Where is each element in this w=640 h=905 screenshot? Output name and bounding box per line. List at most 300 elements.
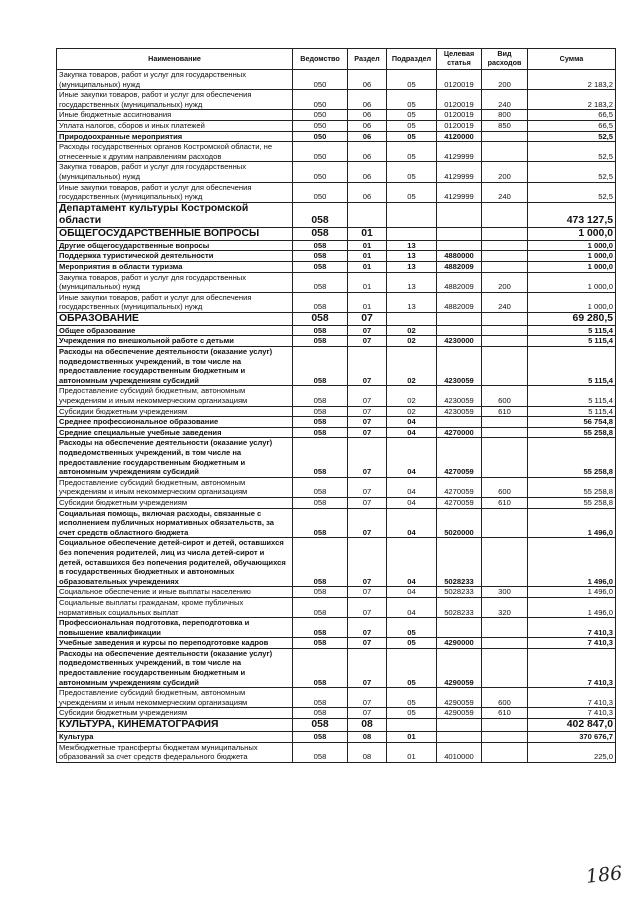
cell-name: Учебные заведения и курсы по переподготовке кадров (57, 638, 293, 649)
header-vid: Вид расходов (482, 49, 528, 70)
table-row (57, 162, 616, 182)
cell-raz: 01 (348, 240, 387, 251)
cell-name: Социальная помощь, включая расходы, связанные с исполнением публичных нормативных обязательств, за счет средств областного бюджета (57, 508, 293, 538)
cell-raz: 06 (348, 131, 387, 142)
header-podrazdel: Подраздел (387, 49, 437, 70)
cell-vid (482, 438, 528, 477)
cell-vid (482, 312, 528, 325)
cell-pod: 02 (387, 386, 437, 406)
table-row (57, 742, 616, 762)
table-row (57, 648, 616, 687)
cell-cs: 4882009 (437, 261, 482, 272)
cell-sum: 52,5 (528, 142, 616, 162)
cell-pod: 05 (387, 708, 437, 719)
cell-raz: 07 (348, 597, 387, 617)
header-vedomstvo: Ведомство (293, 49, 348, 70)
cell-ved: 058 (293, 497, 348, 508)
table-row (57, 240, 616, 251)
cell-vid (482, 251, 528, 262)
cell-vid: 610 (482, 708, 528, 719)
cell-raz: 07 (348, 587, 387, 598)
cell-pod: 04 (387, 417, 437, 428)
cell-pod: 05 (387, 182, 437, 202)
cell-cs: 5028233 (437, 538, 482, 587)
cell-name: Природоохранные мероприятия (57, 131, 293, 142)
cell-raz: 07 (348, 312, 387, 325)
cell-pod: 04 (387, 427, 437, 438)
cell-ved: 058 (293, 240, 348, 251)
cell-pod: 05 (387, 131, 437, 142)
cell-ved: 058 (293, 292, 348, 312)
cell-raz: 07 (348, 347, 387, 386)
cell-cs: 4230059 (437, 347, 482, 386)
cell-pod: 04 (387, 587, 437, 598)
cell-cs: 4129999 (437, 162, 482, 182)
cell-pod: 04 (387, 597, 437, 617)
cell-ved: 050 (293, 90, 348, 110)
cell-cs (437, 227, 482, 240)
table-row (57, 336, 616, 347)
cell-sum: 55 258,8 (528, 427, 616, 438)
cell-name: Иные бюджетные ассигнования (57, 110, 293, 121)
cell-name: Иные закупки товаров, работ и услуг для обеспечения государственных (муниципальных) нужд (57, 292, 293, 312)
cell-pod: 05 (387, 638, 437, 649)
table-row (57, 347, 616, 386)
cell-name: Расходы на обеспечение деятельности (оказание услуг) подведомственных учреждений, в том числе на предоставление государственным бюджетным и автономным учреждениям субсидий (57, 648, 293, 687)
cell-sum: 1 000,0 (528, 240, 616, 251)
cell-pod (387, 227, 437, 240)
cell-sum: 5 115,4 (528, 336, 616, 347)
cell-raz: 01 (348, 227, 387, 240)
cell-sum: 52,5 (528, 162, 616, 182)
cell-sum: 5 115,4 (528, 325, 616, 336)
cell-pod: 04 (387, 477, 437, 497)
table-row (57, 386, 616, 406)
cell-name: Социальные выплаты гражданам, кроме публичных нормативных социальных выплат (57, 597, 293, 617)
cell-sum: 1 496,0 (528, 597, 616, 617)
header-summa: Сумма (528, 49, 616, 70)
table-row (57, 538, 616, 587)
cell-cs: 4270059 (437, 477, 482, 497)
cell-cs: 5020000 (437, 508, 482, 538)
cell-pod: 05 (387, 688, 437, 708)
cell-cs: 5028233 (437, 587, 482, 598)
cell-ved: 058 (293, 648, 348, 687)
cell-name: Уплата налогов, сборов и иных платежей (57, 120, 293, 131)
cell-name: Расходы на обеспечение деятельности (оказание услуг) подведомственных учреждений, в том числе на предоставление государственным бюджетным и автономным учреждениям субсидий (57, 347, 293, 386)
cell-ved: 058 (293, 251, 348, 262)
cell-sum: 7 410,3 (528, 688, 616, 708)
cell-vid (482, 417, 528, 428)
table-row (57, 597, 616, 617)
cell-vid (482, 240, 528, 251)
cell-sum: 1 496,0 (528, 538, 616, 587)
cell-vid: 600 (482, 688, 528, 708)
cell-raz: 07 (348, 417, 387, 428)
cell-pod: 13 (387, 292, 437, 312)
cell-vid (482, 142, 528, 162)
cell-sum: 473 127,5 (528, 202, 616, 227)
cell-sum: 52,5 (528, 182, 616, 202)
table-row (57, 182, 616, 202)
table-row (57, 261, 616, 272)
table-row (57, 110, 616, 121)
table-row (57, 325, 616, 336)
page-number: 186 (584, 862, 624, 888)
cell-cs: 4230000 (437, 336, 482, 347)
cell-pod: 01 (387, 732, 437, 743)
cell-name: Закупка товаров, работ и услуг для государственных (муниципальных) нужд (57, 70, 293, 90)
cell-vid (482, 336, 528, 347)
cell-sum: 7 410,3 (528, 618, 616, 638)
table-row (57, 227, 616, 240)
cell-pod: 05 (387, 162, 437, 182)
cell-cs: 4290059 (437, 708, 482, 719)
cell-name: Департамент культуры Костромской области (57, 202, 293, 227)
cell-sum: 1 496,0 (528, 587, 616, 598)
cell-ved: 058 (293, 719, 348, 732)
cell-vid: 600 (482, 477, 528, 497)
cell-vid (482, 732, 528, 743)
cell-sum: 7 410,3 (528, 638, 616, 649)
cell-pod: 02 (387, 325, 437, 336)
cell-raz: 07 (348, 477, 387, 497)
cell-raz: 07 (348, 618, 387, 638)
cell-cs: 4120000 (437, 131, 482, 142)
cell-sum: 5 115,4 (528, 406, 616, 417)
cell-ved: 058 (293, 202, 348, 227)
cell-ved: 058 (293, 227, 348, 240)
cell-pod (387, 312, 437, 325)
cell-raz: 01 (348, 251, 387, 262)
cell-name: Закупка товаров, работ и услуг для государственных (муниципальных) нужд (57, 162, 293, 182)
cell-cs: 4882009 (437, 292, 482, 312)
cell-raz: 06 (348, 182, 387, 202)
cell-raz (348, 202, 387, 227)
cell-vid: 610 (482, 497, 528, 508)
cell-cs (437, 202, 482, 227)
cell-vid: 600 (482, 386, 528, 406)
cell-sum: 5 115,4 (528, 386, 616, 406)
cell-sum: 56 754,8 (528, 417, 616, 428)
table-row (57, 142, 616, 162)
cell-name: ОБЩЕГОСУДАРСТВЕННЫЕ ВОПРОСЫ (57, 227, 293, 240)
cell-name: Расходы государственных органов Костромской области, не отнесенные к другим направлениям расходов (57, 142, 293, 162)
cell-sum: 2 183,2 (528, 70, 616, 90)
cell-pod: 13 (387, 251, 437, 262)
cell-cs: 0120019 (437, 70, 482, 90)
table-row (57, 708, 616, 719)
cell-sum: 7 410,3 (528, 648, 616, 687)
cell-raz: 01 (348, 261, 387, 272)
cell-vid (482, 131, 528, 142)
table-row (57, 438, 616, 477)
cell-cs (437, 417, 482, 428)
cell-raz: 06 (348, 120, 387, 131)
cell-cs: 4129999 (437, 142, 482, 162)
cell-vid (482, 325, 528, 336)
cell-name: Профессиональная подготовка, переподготовка и повышение квалификации (57, 618, 293, 638)
cell-name: КУЛЬТУРА, КИНЕМАТОГРАФИЯ (57, 719, 293, 732)
cell-raz: 01 (348, 292, 387, 312)
cell-sum: 55 258,8 (528, 438, 616, 477)
cell-pod (387, 719, 437, 732)
cell-vid: 610 (482, 406, 528, 417)
cell-pod: 02 (387, 406, 437, 417)
cell-vid (482, 202, 528, 227)
cell-name: Расходы на обеспечение деятельности (оказание услуг) подведомственных учреждений, в том числе на предоставление государственным бюджетным и автономным учреждениям субсидий (57, 438, 293, 477)
table-row (57, 202, 616, 227)
table-row (57, 292, 616, 312)
cell-raz: 07 (348, 648, 387, 687)
cell-vid (482, 742, 528, 762)
cell-ved: 058 (293, 312, 348, 325)
cell-cs (437, 240, 482, 251)
table-row (57, 477, 616, 497)
cell-ved: 050 (293, 70, 348, 90)
cell-vid: 200 (482, 272, 528, 292)
cell-vid: 240 (482, 292, 528, 312)
cell-sum: 1 000,0 (528, 272, 616, 292)
cell-sum: 1 496,0 (528, 508, 616, 538)
table-row (57, 131, 616, 142)
cell-ved: 050 (293, 162, 348, 182)
cell-raz: 07 (348, 508, 387, 538)
cell-sum: 7 410,3 (528, 708, 616, 719)
cell-cs (437, 719, 482, 732)
cell-vid: 800 (482, 110, 528, 121)
cell-name: Среднее профессиональное образование (57, 417, 293, 428)
cell-name: Мероприятия в области туризма (57, 261, 293, 272)
cell-name: Учреждения по внешкольной работе с детьми (57, 336, 293, 347)
cell-ved: 058 (293, 325, 348, 336)
cell-raz: 06 (348, 110, 387, 121)
cell-ved: 058 (293, 597, 348, 617)
cell-pod: 04 (387, 438, 437, 477)
cell-sum: 55 258,8 (528, 497, 616, 508)
cell-name: Субсидии бюджетным учреждениям (57, 497, 293, 508)
cell-name: Субсидии бюджетным учреждениям (57, 708, 293, 719)
cell-pod: 05 (387, 90, 437, 110)
table-row (57, 406, 616, 417)
cell-name: Субсидии бюджетным учреждениям (57, 406, 293, 417)
cell-raz: 07 (348, 427, 387, 438)
cell-cs: 4290059 (437, 688, 482, 708)
table-row (57, 312, 616, 325)
cell-name: Общее образование (57, 325, 293, 336)
cell-ved: 058 (293, 688, 348, 708)
cell-cs: 4270000 (437, 427, 482, 438)
cell-vid (482, 538, 528, 587)
cell-vid (482, 261, 528, 272)
cell-name: ОБРАЗОВАНИЕ (57, 312, 293, 325)
cell-raz: 07 (348, 386, 387, 406)
cell-pod: 13 (387, 272, 437, 292)
cell-raz: 07 (348, 336, 387, 347)
table-row (57, 417, 616, 428)
cell-vid (482, 508, 528, 538)
cell-pod: 04 (387, 508, 437, 538)
cell-raz: 06 (348, 90, 387, 110)
cell-raz: 06 (348, 70, 387, 90)
cell-pod: 13 (387, 261, 437, 272)
cell-ved: 058 (293, 538, 348, 587)
cell-raz: 06 (348, 142, 387, 162)
cell-sum: 225,0 (528, 742, 616, 762)
cell-vid: 850 (482, 120, 528, 131)
cell-cs (437, 618, 482, 638)
cell-raz: 07 (348, 406, 387, 417)
cell-sum: 52,5 (528, 131, 616, 142)
cell-vid (482, 347, 528, 386)
cell-ved: 058 (293, 347, 348, 386)
cell-vid (482, 427, 528, 438)
cell-pod: 05 (387, 142, 437, 162)
cell-sum: 5 115,4 (528, 347, 616, 386)
header-name: Наименование (57, 49, 293, 70)
cell-raz: 08 (348, 719, 387, 732)
cell-sum: 1 000,0 (528, 292, 616, 312)
cell-ved: 050 (293, 142, 348, 162)
cell-sum: 1 000,0 (528, 227, 616, 240)
cell-name: Предоставление субсидий бюджетным, автономным учреждениям и иным некоммерческим организациям (57, 688, 293, 708)
cell-ved: 058 (293, 336, 348, 347)
cell-vid (482, 648, 528, 687)
table-row (57, 638, 616, 649)
cell-cs: 4880000 (437, 251, 482, 262)
cell-vid: 200 (482, 162, 528, 182)
table-row (57, 587, 616, 598)
cell-pod: 05 (387, 120, 437, 131)
cell-name: Иные закупки товаров, работ и услуг для обеспечения государственных (муниципальных) нужд (57, 182, 293, 202)
cell-raz: 07 (348, 497, 387, 508)
budget-table (56, 48, 616, 763)
cell-name: Предоставление субсидий бюджетным, автономным учреждениям и иным некоммерческим организациям (57, 477, 293, 497)
cell-cs: 4010000 (437, 742, 482, 762)
cell-raz: 07 (348, 708, 387, 719)
cell-ved: 050 (293, 182, 348, 202)
table-row (57, 427, 616, 438)
cell-vid (482, 638, 528, 649)
cell-name: Средние специальные учебные заведения (57, 427, 293, 438)
cell-name: Закупка товаров, работ и услуг для государственных (муниципальных) нужд (57, 272, 293, 292)
cell-sum: 66,5 (528, 120, 616, 131)
cell-pod: 02 (387, 347, 437, 386)
header-razdel: Раздел (348, 49, 387, 70)
cell-vid (482, 618, 528, 638)
cell-vid: 240 (482, 90, 528, 110)
cell-cs: 4230059 (437, 386, 482, 406)
cell-cs: 0120019 (437, 90, 482, 110)
table-row (57, 70, 616, 90)
cell-ved: 058 (293, 732, 348, 743)
cell-ved: 050 (293, 110, 348, 121)
cell-ved: 058 (293, 508, 348, 538)
cell-name: Культура (57, 732, 293, 743)
cell-pod: 04 (387, 538, 437, 587)
cell-pod: 13 (387, 240, 437, 251)
cell-sum: 402 847,0 (528, 719, 616, 732)
cell-pod: 02 (387, 336, 437, 347)
cell-ved: 058 (293, 708, 348, 719)
table-row (57, 618, 616, 638)
cell-cs (437, 732, 482, 743)
cell-pod: 05 (387, 648, 437, 687)
cell-raz: 07 (348, 638, 387, 649)
cell-ved: 050 (293, 131, 348, 142)
cell-name: Поддержка туристической деятельности (57, 251, 293, 262)
cell-raz: 08 (348, 742, 387, 762)
cell-cs (437, 325, 482, 336)
cell-name: Другие общегосударственные вопросы (57, 240, 293, 251)
cell-name: Межбюджетные трансферты бюджетам муниципальных образований за счет средств федерального бюджета (57, 742, 293, 762)
cell-cs: 4290000 (437, 638, 482, 649)
cell-vid (482, 227, 528, 240)
cell-name: Социальное обеспечение и иные выплаты населению (57, 587, 293, 598)
table-row (57, 120, 616, 131)
table-row (57, 719, 616, 732)
cell-sum: 2 183,2 (528, 90, 616, 110)
cell-pod: 05 (387, 618, 437, 638)
cell-raz: 07 (348, 325, 387, 336)
table-row (57, 90, 616, 110)
cell-cs: 5028233 (437, 597, 482, 617)
cell-cs: 4290059 (437, 648, 482, 687)
cell-cs (437, 312, 482, 325)
cell-sum: 55 258,8 (528, 477, 616, 497)
cell-sum: 370 676,7 (528, 732, 616, 743)
cell-pod (387, 202, 437, 227)
cell-pod: 05 (387, 110, 437, 121)
cell-vid (482, 719, 528, 732)
cell-ved: 058 (293, 477, 348, 497)
table-row (57, 688, 616, 708)
cell-ved: 058 (293, 406, 348, 417)
cell-name: Предоставление субсидий бюджетным, автономным учреждениям и иным некоммерческим организациям (57, 386, 293, 406)
table-header-row (57, 49, 616, 70)
cell-ved: 058 (293, 417, 348, 428)
cell-raz: 07 (348, 688, 387, 708)
cell-raz: 06 (348, 162, 387, 182)
cell-ved: 058 (293, 272, 348, 292)
cell-vid: 320 (482, 597, 528, 617)
cell-cs: 4882009 (437, 272, 482, 292)
cell-raz: 07 (348, 538, 387, 587)
cell-pod: 05 (387, 70, 437, 90)
cell-pod: 01 (387, 742, 437, 762)
cell-name: Социальное обеспечение детей-сирот и детей, оставшихся без попечения родителей, лиц из числа детей-сирот и детей, оставшихся без попечения родителей, обучающихся в государственных бюджетных и автономных образовательных учреждениях (57, 538, 293, 587)
cell-ved: 058 (293, 386, 348, 406)
cell-ved: 058 (293, 587, 348, 598)
table-row (57, 508, 616, 538)
cell-cs: 0120019 (437, 110, 482, 121)
table-row (57, 251, 616, 262)
table-row (57, 497, 616, 508)
cell-ved: 058 (293, 261, 348, 272)
cell-ved: 058 (293, 638, 348, 649)
cell-cs: 4270059 (437, 438, 482, 477)
cell-vid: 300 (482, 587, 528, 598)
cell-cs: 0120019 (437, 120, 482, 131)
cell-raz: 08 (348, 732, 387, 743)
cell-vid: 240 (482, 182, 528, 202)
cell-cs: 4230059 (437, 406, 482, 417)
cell-sum: 66,5 (528, 110, 616, 121)
cell-ved: 050 (293, 120, 348, 131)
cell-ved: 058 (293, 438, 348, 477)
cell-sum: 1 000,0 (528, 261, 616, 272)
cell-raz: 01 (348, 272, 387, 292)
